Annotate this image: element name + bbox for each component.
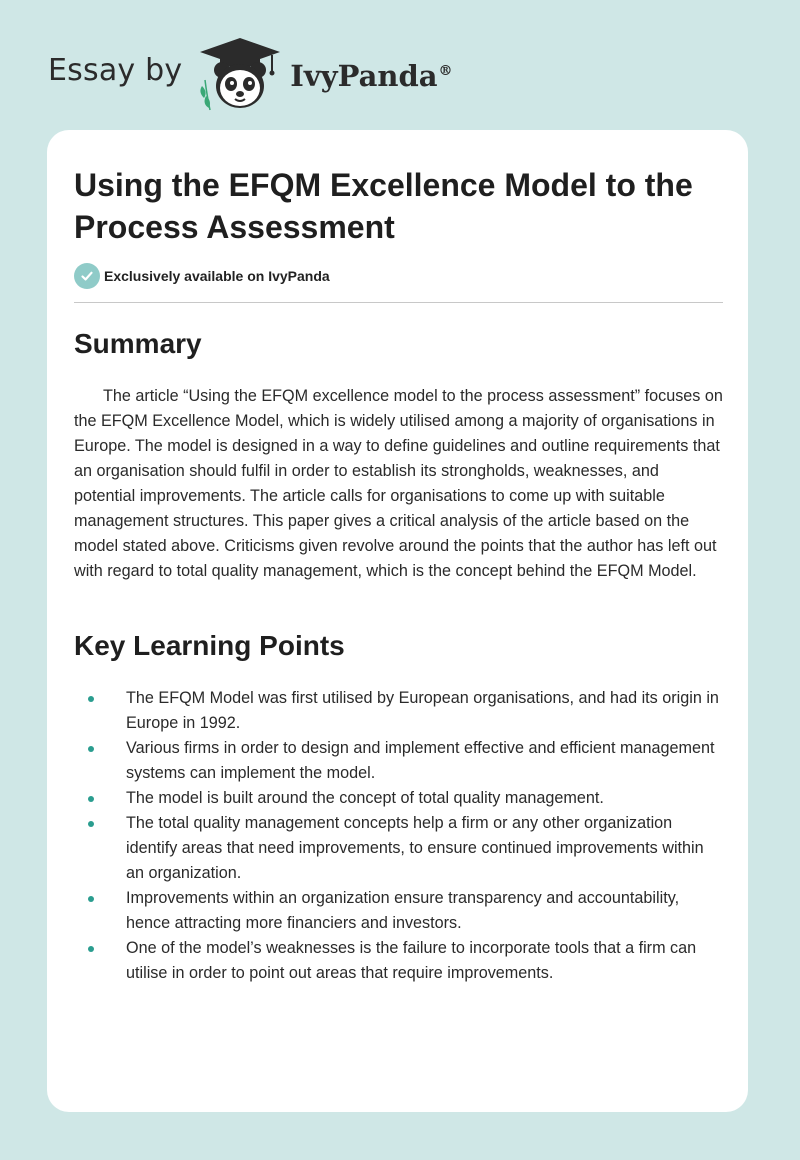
essay-by-label: Essay by xyxy=(48,52,183,88)
summary-heading: Summary xyxy=(74,328,202,359)
article-card xyxy=(47,130,748,1112)
list-item xyxy=(74,811,723,886)
key-learning-points-list xyxy=(74,686,723,986)
bullet-icon xyxy=(88,796,94,802)
key-learning-points-heading: Key Learning Points xyxy=(74,630,345,661)
list-item xyxy=(74,736,723,786)
page-title: Using the EFQM Excellence Model to the Process Assessment xyxy=(74,167,693,245)
brand-name xyxy=(290,59,452,93)
exclusive-label: Exclusively available on IvyPanda xyxy=(104,268,330,284)
list-item xyxy=(74,886,723,936)
list-item xyxy=(74,936,723,986)
divider xyxy=(74,302,723,303)
list-item-text: The total quality management concepts help a firm or any other organization identify areas that need improvements, to ensure continued improvements within an organization. xyxy=(126,814,704,882)
list-item xyxy=(74,686,723,736)
brand-text: IvyPanda xyxy=(290,59,438,93)
list-item-text: The EFQM Model was first utilised by European organisations, and had its origin in Europe in 1992. xyxy=(126,689,719,732)
site-header xyxy=(48,36,453,112)
list-item-text: One of the model’s weaknesses is the failure to incorporate tools that a firm can utilise in order to point out areas that require improvements. xyxy=(126,939,697,982)
list-item-text: Improvements within an organization ensure transparency and accountability, hence attracting more financiers and investors. xyxy=(126,889,680,932)
bullet-icon xyxy=(88,696,94,702)
exclusive-badge xyxy=(74,262,330,290)
bullet-icon xyxy=(88,821,94,827)
check-icon xyxy=(74,263,100,289)
list-item-text: The model is built around the concept of total quality management. xyxy=(126,789,604,807)
list-item-text: Various firms in order to design and implement effective and efficient management systems can implement the model. xyxy=(126,739,715,782)
bullet-icon xyxy=(88,746,94,752)
bullet-icon xyxy=(88,896,94,902)
summary-paragraph: The article “Using the EFQM excellence model to the process assessment” focuses on the EFQM Excellence Model, which is widely utilised among a majority of organisations in Europe. The model is designed in a way to define guidelines and outline requirements that an organisation should fulfil in order to establish its strongholds, weaknesses, and potential improvements. The article calls for organisations to come up with suitable management structures. This paper gives a critical analysis of the article based on the model stated above. Criticisms given revolve around the points that the author has left out with regard to total quality management, which is the concept behind the EFQM Model. xyxy=(74,387,723,580)
registered-mark: ® xyxy=(438,63,453,80)
bullet-icon xyxy=(88,946,94,952)
list-item xyxy=(74,786,723,811)
panda-logo-icon xyxy=(196,36,284,112)
